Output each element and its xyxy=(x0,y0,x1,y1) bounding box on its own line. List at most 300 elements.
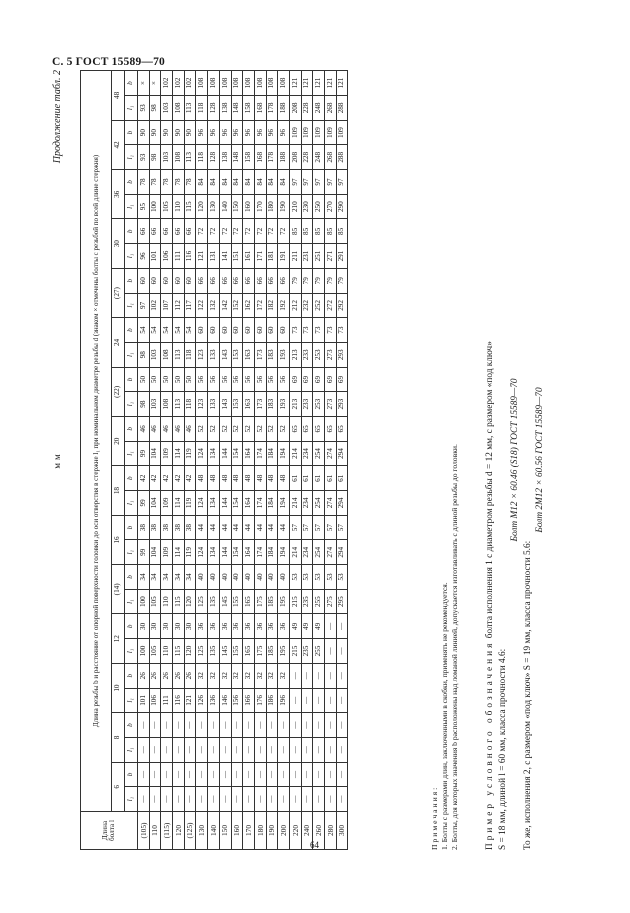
l1-subheader: l₁ xyxy=(125,639,138,664)
bolt-dimensions-table xyxy=(80,70,348,850)
table-cell: — xyxy=(219,737,231,762)
table-cell: — xyxy=(325,639,337,664)
table-cell: 104 xyxy=(149,540,161,565)
table-cell: 97 xyxy=(301,170,313,195)
table-cell: 184 xyxy=(266,441,278,466)
table-cell: 60 xyxy=(219,318,231,343)
note-1: 1. Болты с размерами длин, заключенными в скобки, применять не рекомендуется. xyxy=(439,582,449,850)
table-cell: 107 xyxy=(161,293,173,318)
table-cell: 90 xyxy=(184,120,196,145)
table-cell: 182 xyxy=(266,293,278,318)
table-cell: — xyxy=(301,737,313,762)
table-cell: 61 xyxy=(336,466,348,491)
b-subheader: b xyxy=(125,120,138,145)
table-row xyxy=(208,71,220,850)
table-cell: 109 xyxy=(161,540,173,565)
table-cell: 184 xyxy=(266,540,278,565)
b-subheader: b xyxy=(125,663,138,688)
table-cell: 57 xyxy=(301,515,313,540)
table-cell: 211 xyxy=(289,244,301,269)
table-cell: 235 xyxy=(301,639,313,664)
subcolumn-header-row xyxy=(125,71,138,850)
bolt-length-cell: 280 xyxy=(325,812,337,850)
table-cell: 253 xyxy=(313,342,325,367)
table-cell: 253 xyxy=(313,392,325,417)
table-cell: 121 xyxy=(325,71,337,96)
table-cell: 53 xyxy=(289,565,301,590)
table-cell: 34 xyxy=(138,565,150,590)
table-cell: 110 xyxy=(161,639,173,664)
table-cell: 96 xyxy=(219,120,231,145)
table-cell: 36 xyxy=(243,614,255,639)
table-cell: 49 xyxy=(313,614,325,639)
l1-subheader: l₁ xyxy=(125,96,138,121)
table-cell: 66 xyxy=(219,268,231,293)
table-cell: 273 xyxy=(325,392,337,417)
table-cell: 44 xyxy=(231,515,243,540)
table-cell: 96 xyxy=(231,120,243,145)
table-cell: 293 xyxy=(336,342,348,367)
table-cell: 73 xyxy=(313,318,325,343)
table-cell: 26 xyxy=(138,663,150,688)
table-cell: 164 xyxy=(243,441,255,466)
table-cell: 30 xyxy=(138,614,150,639)
table-cell: 40 xyxy=(278,565,290,590)
table-cell: 114 xyxy=(173,540,185,565)
table-cell: 69 xyxy=(301,367,313,392)
table-cell: 124 xyxy=(196,540,208,565)
table-cell: 84 xyxy=(278,170,290,195)
table-cell: — xyxy=(149,762,161,787)
notes-heading: Примечания: xyxy=(430,785,439,850)
bolt-length-cell: 110 xyxy=(149,812,161,850)
table-cell: 52 xyxy=(243,417,255,442)
table-cell: — xyxy=(184,737,196,762)
table-cell: 274 xyxy=(325,491,337,516)
table-cell: 98 xyxy=(138,342,150,367)
table-cell: — xyxy=(266,762,278,787)
table-cell: 108 xyxy=(161,342,173,367)
table-cell: — xyxy=(184,787,196,812)
table-cell: 151 xyxy=(231,244,243,269)
table-cell: 108 xyxy=(231,71,243,96)
b-subheader: b xyxy=(125,565,138,590)
table-cell: 85 xyxy=(336,219,348,244)
table-row xyxy=(231,71,243,850)
table-cell: 132 xyxy=(208,293,220,318)
table-cell: 158 xyxy=(243,96,255,121)
l1-subheader: l₁ xyxy=(125,392,138,417)
table-cell: 97 xyxy=(313,170,325,195)
table-cell: — xyxy=(301,713,313,738)
l1-subheader: l₁ xyxy=(125,244,138,269)
bolt-length-cell: (105) xyxy=(138,812,150,850)
table-cell: 248 xyxy=(313,96,325,121)
table-cell: 97 xyxy=(289,170,301,195)
table-cell: — xyxy=(301,787,313,812)
table-cell: 115 xyxy=(173,639,185,664)
table-cell: 66 xyxy=(149,219,161,244)
table-cell: 49 xyxy=(289,614,301,639)
table-cell: 230 xyxy=(301,194,313,219)
table-cell: 84 xyxy=(208,170,220,195)
table-cell: 195 xyxy=(278,639,290,664)
table-cell: 36 xyxy=(266,614,278,639)
bolt-length-cell: 130 xyxy=(196,812,208,850)
bolt-length-cell: 300 xyxy=(336,812,348,850)
table-cell: 36 xyxy=(254,614,266,639)
diameter-header: (22) xyxy=(112,367,125,416)
diameter-header: (14) xyxy=(112,565,125,614)
table-cell: 190 xyxy=(278,194,290,219)
table-cell: 255 xyxy=(313,589,325,614)
table-cell: 215 xyxy=(289,589,301,614)
bolt-length-cell: 260 xyxy=(313,812,325,850)
table-cell: 42 xyxy=(161,466,173,491)
table-cell: — xyxy=(254,713,266,738)
table-cell: — xyxy=(173,787,185,812)
table-cell: — xyxy=(208,787,220,812)
example-text-1: болта исполнения 1 с диаметром резьбы d = 12 мм, с размером «под ключ» xyxy=(485,341,495,639)
table-cell: 34 xyxy=(173,565,185,590)
table-cell: 48 xyxy=(266,466,278,491)
table-cell: 109 xyxy=(301,120,313,145)
length-column-header: Длина болта l xyxy=(81,812,138,850)
table-cell: 104 xyxy=(149,441,161,466)
table-cell: 174 xyxy=(254,441,266,466)
example-line-4: То же, исполнения 2, с размером «под ключ» S = 19 мм, класса прочности 5.6: xyxy=(522,540,533,850)
table-cell: 56 xyxy=(219,367,231,392)
table-cell: 53 xyxy=(325,565,337,590)
table-cell: — xyxy=(289,737,301,762)
table-row xyxy=(161,71,173,850)
table-cell: 133 xyxy=(208,342,220,367)
table-cell: 252 xyxy=(313,293,325,318)
table-cell: 72 xyxy=(196,219,208,244)
table-cell: — xyxy=(138,762,150,787)
table-cell: 154 xyxy=(231,491,243,516)
table-cell: 85 xyxy=(301,219,313,244)
table-cell: 40 xyxy=(266,565,278,590)
table-cell: 268 xyxy=(325,145,337,170)
table-cell: 90 xyxy=(138,120,150,145)
table-cell: 66 xyxy=(196,268,208,293)
table-cell: — xyxy=(325,737,337,762)
table-cell: 32 xyxy=(208,663,220,688)
bolt-length-cell: 140 xyxy=(208,812,220,850)
table-cell: — xyxy=(278,762,290,787)
table-cell: 174 xyxy=(254,540,266,565)
table-cell: 103 xyxy=(161,145,173,170)
table-cell: 196 xyxy=(278,688,290,713)
table-cell: 54 xyxy=(138,318,150,343)
b-subheader: b xyxy=(125,170,138,195)
table-cell: 150 xyxy=(231,194,243,219)
table-cell: 173 xyxy=(254,392,266,417)
table-cell: 100 xyxy=(138,639,150,664)
table-cell: 50 xyxy=(149,367,161,392)
table-cell: 126 xyxy=(196,688,208,713)
bolt-length-cell: 240 xyxy=(301,812,313,850)
table-cell: 171 xyxy=(254,244,266,269)
example-line-2: S = 18 мм, длиной l = 60 мм, класса прочности 4.6: xyxy=(497,648,508,850)
table-cell: 26 xyxy=(149,663,161,688)
table-cell: 215 xyxy=(289,639,301,664)
table-cell: 123 xyxy=(196,342,208,367)
table-cell: 66 xyxy=(173,219,185,244)
table-cell: — xyxy=(219,713,231,738)
table-cell: 56 xyxy=(208,367,220,392)
table-cell: 73 xyxy=(325,318,337,343)
table-cell: 295 xyxy=(336,589,348,614)
table-cell: 98 xyxy=(149,96,161,121)
table-cell: 66 xyxy=(208,268,220,293)
table-cell: 118 xyxy=(196,96,208,121)
table-cell: 152 xyxy=(231,293,243,318)
diameter-header: 16 xyxy=(112,515,125,564)
b-subheader: b xyxy=(125,268,138,293)
table-cell: 113 xyxy=(184,96,196,121)
table-cell: 60 xyxy=(138,268,150,293)
table-cell: 254 xyxy=(313,441,325,466)
table-cell: 212 xyxy=(289,293,301,318)
table-cell: 108 xyxy=(243,71,255,96)
table-cell: 184 xyxy=(266,491,278,516)
table-cell: 32 xyxy=(231,663,243,688)
table-cell: 174 xyxy=(254,491,266,516)
table-cell: 234 xyxy=(301,540,313,565)
table-cell: — xyxy=(161,787,173,812)
table-cell: 61 xyxy=(325,466,337,491)
table-cell: — xyxy=(289,787,301,812)
table-cell: 72 xyxy=(254,219,266,244)
table-cell: 164 xyxy=(243,491,255,516)
l1-subheader: l₁ xyxy=(125,787,138,812)
table-cell: — xyxy=(278,787,290,812)
table-cell: 66 xyxy=(278,268,290,293)
table-cell: 72 xyxy=(208,219,220,244)
table-cell: 120 xyxy=(184,589,196,614)
table-cell: 46 xyxy=(184,417,196,442)
table-cell: 178 xyxy=(266,145,278,170)
table-cell: 136 xyxy=(208,688,220,713)
table-cell: — xyxy=(289,688,301,713)
l1-subheader: l₁ xyxy=(125,293,138,318)
table-cell: 36 xyxy=(219,614,231,639)
example-designation-2: Болт 2М12 × 60.56 ГОСТ 15589—70 xyxy=(535,387,546,533)
table-cell: 93 xyxy=(138,145,150,170)
table-cell: 60 xyxy=(278,318,290,343)
table-cell: 135 xyxy=(208,639,220,664)
table-cell: — xyxy=(196,713,208,738)
table-cell: 42 xyxy=(149,466,161,491)
table-cell: 65 xyxy=(325,417,337,442)
table-cell: 109 xyxy=(325,120,337,145)
table-cell: 234 xyxy=(301,491,313,516)
table-cell: 60 xyxy=(196,318,208,343)
table-cell: 60 xyxy=(173,268,185,293)
table-row xyxy=(254,71,266,850)
bolt-length-cell: (125) xyxy=(184,812,196,850)
table-cell: 125 xyxy=(196,639,208,664)
table-cell: 154 xyxy=(231,540,243,565)
table-cell: 52 xyxy=(219,417,231,442)
table-cell: 66 xyxy=(231,268,243,293)
table-cell: 56 xyxy=(266,367,278,392)
table-cell: — xyxy=(138,787,150,812)
table-cell: 32 xyxy=(243,663,255,688)
table-cell: 56 xyxy=(231,367,243,392)
table-cell: 46 xyxy=(173,417,185,442)
table-cell: 99 xyxy=(138,491,150,516)
table-cell: — xyxy=(231,713,243,738)
bolt-length-cell: 200 xyxy=(278,812,290,850)
table-cell: 233 xyxy=(301,342,313,367)
table-cell: 109 xyxy=(289,120,301,145)
table-cell: 79 xyxy=(289,268,301,293)
table-cell: 144 xyxy=(219,491,231,516)
table-cell: 56 xyxy=(243,367,255,392)
table-cell: 48 xyxy=(231,466,243,491)
table-cell: 108 xyxy=(278,71,290,96)
bolt-length-cell: 180 xyxy=(254,812,266,850)
table-cell: — xyxy=(325,713,337,738)
example-designation-1: Болт М12 × 60.46 (S18) ГОСТ 15589—70 xyxy=(510,378,521,542)
b-subheader: b xyxy=(125,614,138,639)
table-cell: 188 xyxy=(278,145,290,170)
bolt-length-cell: 150 xyxy=(219,812,231,850)
table-cell: 156 xyxy=(231,688,243,713)
table-cell: — xyxy=(301,688,313,713)
table-cell: 275 xyxy=(325,589,337,614)
table-cell: 233 xyxy=(301,392,313,417)
table-cell: 108 xyxy=(173,96,185,121)
table-cell: 69 xyxy=(313,367,325,392)
table-cell: — xyxy=(196,762,208,787)
table-cell: 251 xyxy=(313,244,325,269)
table-cell: 66 xyxy=(138,219,150,244)
table-cell: 54 xyxy=(173,318,185,343)
table-cell: 57 xyxy=(336,515,348,540)
table-cell: 32 xyxy=(278,663,290,688)
table-cell: 66 xyxy=(184,219,196,244)
table-cell: 85 xyxy=(289,219,301,244)
l1-subheader: l₁ xyxy=(125,540,138,565)
table-cell: 248 xyxy=(313,145,325,170)
table-cell: 46 xyxy=(138,417,150,442)
table-cell: 183 xyxy=(266,342,278,367)
table-cell: 214 xyxy=(289,491,301,516)
table-cell: 60 xyxy=(254,318,266,343)
table-cell: 84 xyxy=(231,170,243,195)
table-cell: 42 xyxy=(138,466,150,491)
table-cell: 134 xyxy=(208,540,220,565)
table-cell: 102 xyxy=(173,71,185,96)
table-cell: 108 xyxy=(208,71,220,96)
table-cell: 106 xyxy=(161,244,173,269)
table-cell: 60 xyxy=(149,268,161,293)
table-cell: — xyxy=(173,713,185,738)
table-cell: — xyxy=(289,663,301,688)
table-cell: 116 xyxy=(173,688,185,713)
table-cell: 57 xyxy=(313,515,325,540)
table-cell: 48 xyxy=(196,466,208,491)
designation-example xyxy=(484,70,547,850)
table-cell: 214 xyxy=(289,441,301,466)
table-row xyxy=(325,71,337,850)
table-cell: 115 xyxy=(173,589,185,614)
table-cell: 213 xyxy=(289,392,301,417)
table-cell: 254 xyxy=(313,540,325,565)
diameter-header: 8 xyxy=(112,713,125,762)
bolt-length-cell: 220 xyxy=(289,812,301,850)
table-cell: 106 xyxy=(149,688,161,713)
table-cell: 228 xyxy=(301,96,313,121)
table-cell: 52 xyxy=(278,417,290,442)
table-cell: 180 xyxy=(266,194,278,219)
table-cell: 112 xyxy=(173,293,185,318)
table-cell: 100 xyxy=(149,194,161,219)
table-cell: 113 xyxy=(173,392,185,417)
table-cell: 97 xyxy=(138,293,150,318)
table-cell: 114 xyxy=(173,441,185,466)
table-cell: 69 xyxy=(289,367,301,392)
diameter-header: 48 xyxy=(112,71,125,121)
b-subheader: b xyxy=(125,762,138,787)
table-cell: 52 xyxy=(231,417,243,442)
table-cell: 98 xyxy=(149,145,161,170)
table-cell: 185 xyxy=(266,639,278,664)
table-cell: 48 xyxy=(208,466,220,491)
table-cell: 32 xyxy=(266,663,278,688)
table-cell: 186 xyxy=(266,688,278,713)
table-cell: 66 xyxy=(254,268,266,293)
table-cell: 36 xyxy=(231,614,243,639)
table-cell: — xyxy=(266,737,278,762)
l1-subheader: l₁ xyxy=(125,145,138,170)
table-cell: 185 xyxy=(266,589,278,614)
table-cell: 60 xyxy=(161,268,173,293)
table-cell: 113 xyxy=(184,145,196,170)
table-cell: 72 xyxy=(243,219,255,244)
table-cell: 128 xyxy=(208,145,220,170)
table-cell: 30 xyxy=(184,614,196,639)
table-cell: 113 xyxy=(173,342,185,367)
table-row xyxy=(289,71,301,850)
table-cell: 123 xyxy=(196,392,208,417)
table-cell: 250 xyxy=(313,194,325,219)
table-cell: 108 xyxy=(219,71,231,96)
table-cell: 142 xyxy=(219,293,231,318)
table-cell: 175 xyxy=(254,589,266,614)
table-cell: 97 xyxy=(336,170,348,195)
table-cell: 32 xyxy=(196,663,208,688)
table-cell: 30 xyxy=(161,614,173,639)
table-cell: 168 xyxy=(254,96,266,121)
table-cell: 102 xyxy=(161,71,173,96)
table-cell: 108 xyxy=(266,71,278,96)
table-cell: — xyxy=(243,713,255,738)
table-cell: 90 xyxy=(161,120,173,145)
table-cell: 110 xyxy=(173,194,185,219)
table-cell: 99 xyxy=(138,540,150,565)
table-cell: 165 xyxy=(243,639,255,664)
table-cell: 154 xyxy=(231,441,243,466)
table-cell: 194 xyxy=(278,441,290,466)
b-subheader: b xyxy=(125,466,138,491)
table-cell: 268 xyxy=(325,96,337,121)
table-cell: 48 xyxy=(278,466,290,491)
